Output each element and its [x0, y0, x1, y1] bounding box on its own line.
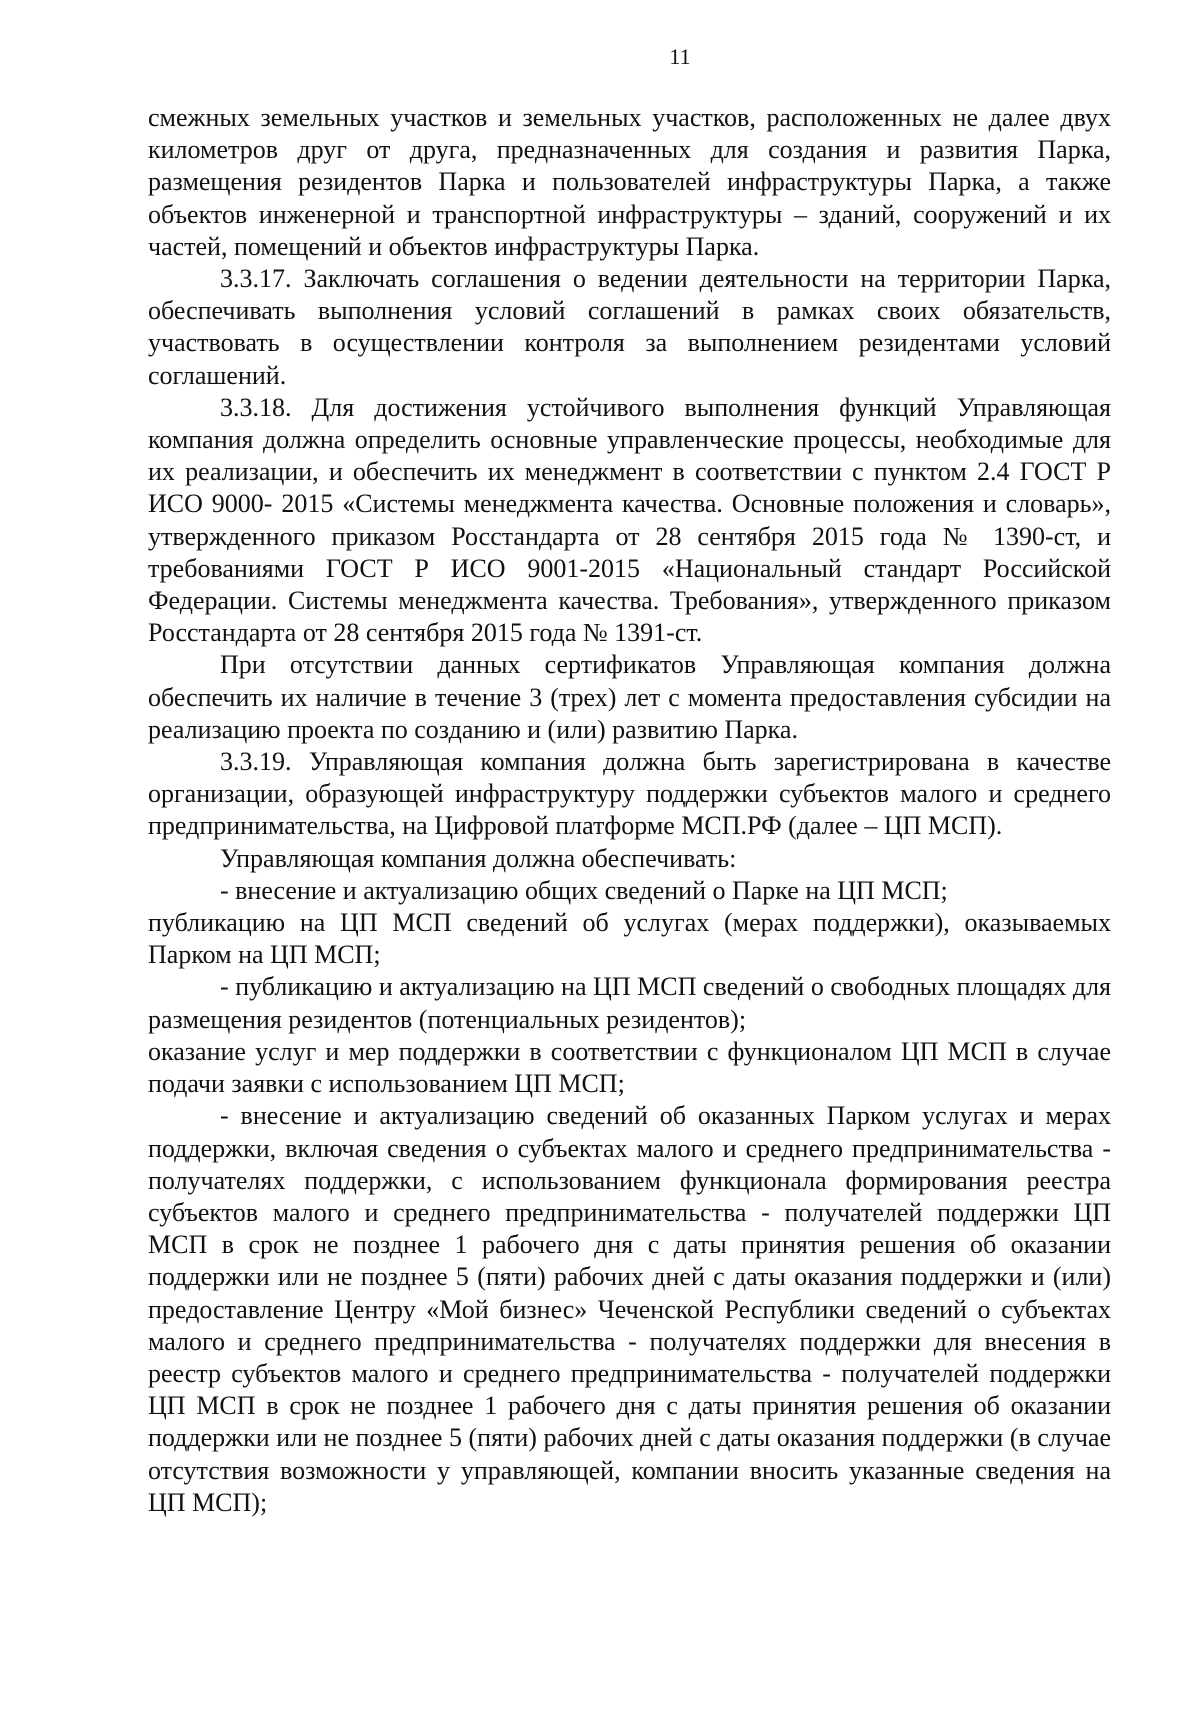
- list-item-services-publication: публикацию на ЦП МСП сведений об услугах (мерах поддержки), оказываемых Парком на ЦП МСП;: [148, 908, 1111, 970]
- list-item-general-info: - внесение и актуализацию общих сведений о Парке на ЦП МСП;: [220, 875, 948, 905]
- page-number: 11: [669, 44, 691, 69]
- paragraph-certificates: При отсутствии данных сертификатов Управляющая компания должна обеспечить их наличие в течение 3 (трех) лет с момента предоставления субсидии на реализацию проекта по созданию и (или) развитию Парка.: [148, 650, 1111, 744]
- paragraph-3-3-18: 3.3.18. Для достижения устойчивого выполнения функций Управляющая компания должна определить основные управленческие процессы, необходимые для их реализации, и обеспечить их менеджмент в соответствии с пунктом 2.4 ГОСТ Р ИСО 9000- 2015 «Системы менеджмента качества. Основные положения и словарь», утвержденного приказом Росстандарта от 28 сентября 2015 года № 1390-ст, и требованиями ГОСТ Р ИСО 9001-2015 «Национальный стандарт Российской Федерации. Системы менеджмента качества. Требования», утвержденного приказом Росстандарта от 28 сентября 2015 года № 1391-ст.: [148, 392, 1111, 648]
- list-item-services-provision: оказание услуг и мер поддержки в соответствии с функционалом ЦП МСП в случае подачи заявки с использованием ЦП МСП;: [148, 1036, 1111, 1099]
- list-item-support-registry: - внесение и актуализацию сведений об оказанных Парком услугах и мерах поддержки, включая сведения о субъектах малого и среднего предпринимательства - получателях поддержки, с использованием функционала формирования реестра субъектов малого и среднего предпринимательства - получателей поддержки ЦП МСП в срок не позднее 1 рабочего дня с даты принятия решения об оказании поддержки или не позднее 5 (пяти) рабочих дней с даты оказания поддержки и (или) предоставление Центру «Мой бизнес» Чеченской Республики сведений о субъектах малого и среднего предпринимательства - получателях поддержки для внесения в реестр субъектов малого и среднего предпринимательства - получателей поддержки ЦП МСП в срок не позднее 1 рабочего дня с даты принятия решения об оказании поддержки или не позднее 5 (пяти) рабочих дней с даты оказания поддержки (в случае отсутствия возможности у управляющей, компании вносить указанные сведения на ЦП МСП);: [148, 1101, 1111, 1517]
- document-body: [148, 102, 1111, 1519]
- paragraph-continuation: смежных земельных участков и земельных участков, расположенных не далее двух километров друг от друга, предназначенных для создания и развития Парка, размещения резидентов Парка и пользователей инфраструктуры Парка, а также объектов инженерной и транспортной инфраструктуры – зданий, сооружений и их частей, помещений и объектов инфраструктуры Парка.: [148, 103, 1111, 261]
- paragraph-3-3-17: 3.3.17. Заключать соглашения о ведении деятельности на территории Парка, обеспечивать выполнения условий соглашений в рамках своих обязательств, участвовать в осуществлении контроля за выполнением резидентами условий соглашений.: [148, 264, 1111, 390]
- paragraph-obligations-intro: Управляющая компания должна обеспечивать:: [220, 843, 737, 873]
- list-item-free-areas: - публикацию и актуализацию на ЦП МСП сведений о свободных площадях для размещения резидентов (потенциальных резидентов);: [148, 972, 1111, 1034]
- paragraph-3-3-19: 3.3.19. Управляющая компания должна быть зарегистрирована в качестве организации, образующей инфраструктуру поддержки субъектов малого и среднего предпринимательства, на Цифровой платформе МСП.РФ (далее – ЦП МСП).: [148, 747, 1111, 841]
